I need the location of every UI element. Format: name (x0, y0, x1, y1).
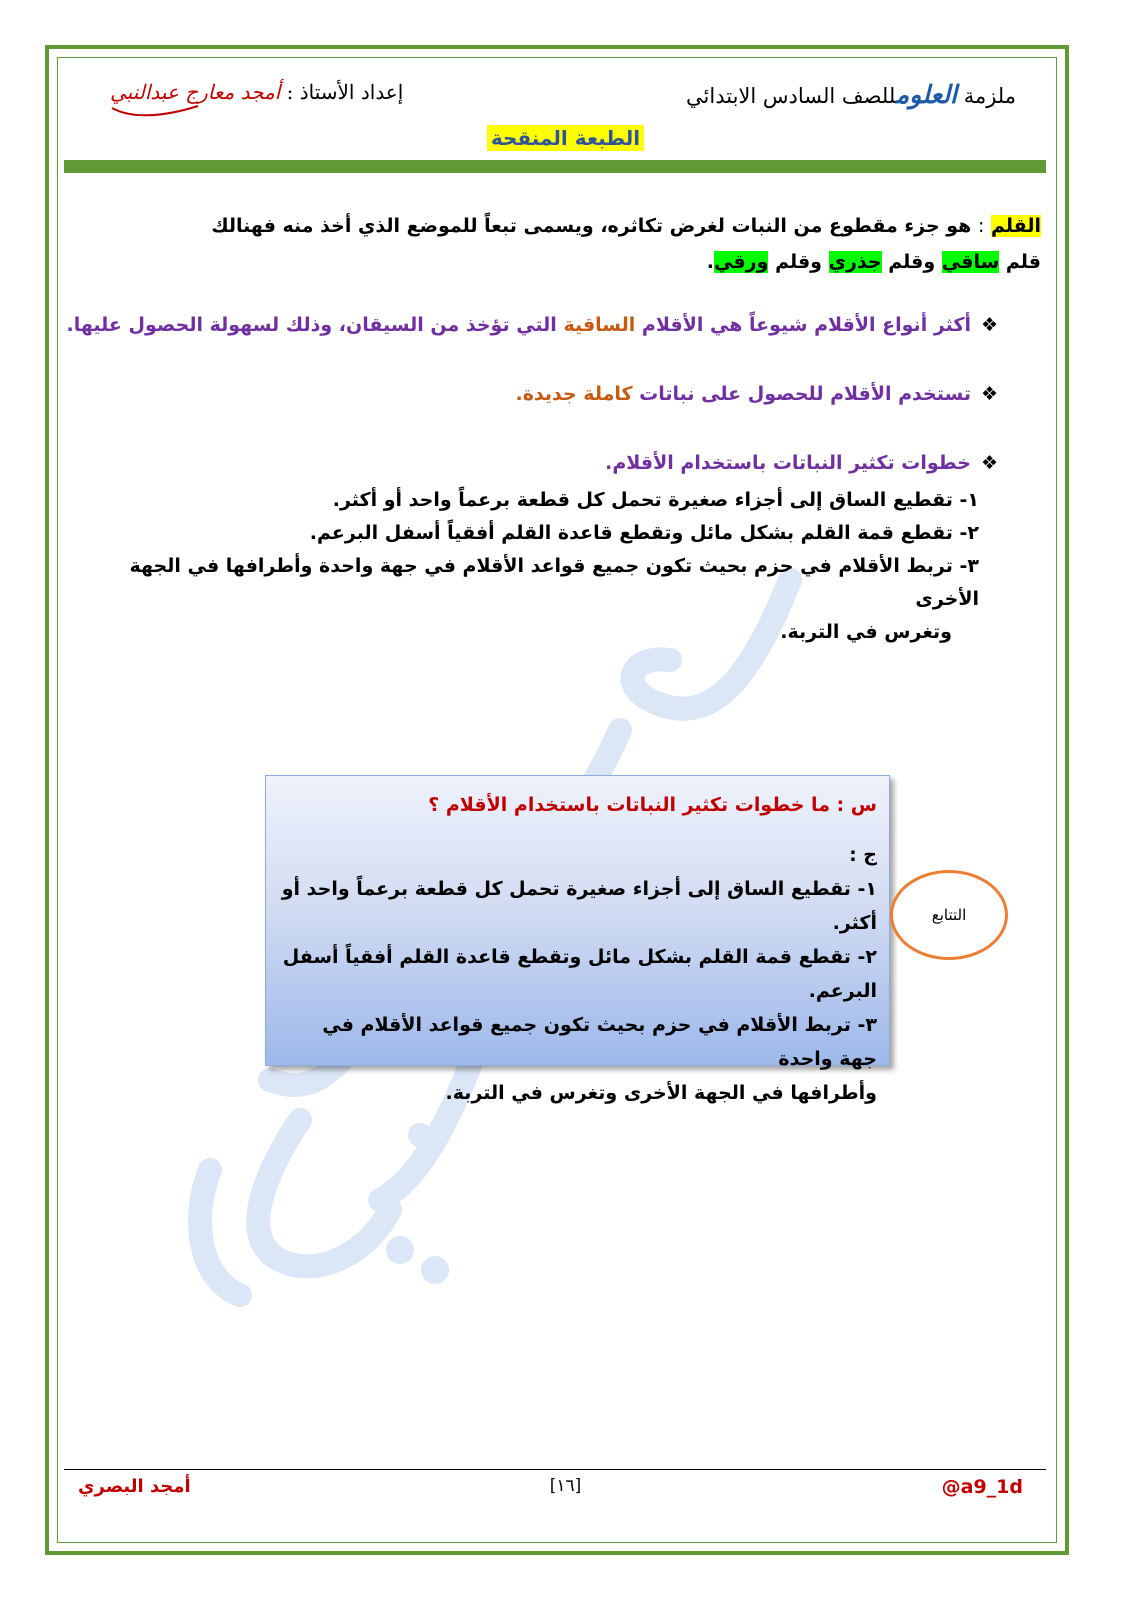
steps-list (119, 484, 979, 649)
diamond-bullet-icon: ❖ (980, 383, 998, 405)
step-3-continued: وتغرس في التربة. (780, 621, 952, 643)
question-text: س : ما خطوات تكثير النباتات باستخدام الأقلام ؟ (428, 794, 877, 816)
bullet-most-common (67, 314, 998, 336)
definition-and-2: وقلم (775, 251, 822, 273)
bullet-text: تستخدم الأقلام للحصول على نباتات (639, 383, 971, 405)
footer-divider (64, 1469, 1046, 1470)
header-booklet-title (686, 80, 1016, 109)
definition-period: . (706, 251, 715, 273)
cutting-type-leaf: ورقي (714, 251, 769, 273)
step-1: ١- تقطيع الساق إلى أجزاء صغيرة تحمل كل قطعة برعماً واحد أو أكثر. (332, 489, 979, 511)
sequence-note-label: التتابع (931, 906, 967, 924)
definition-and-1: وقلم (888, 251, 936, 273)
cutting-type-stem: ساقي (941, 251, 1000, 273)
footer-handle: @a9_1d (941, 1476, 1023, 1498)
definition-term: القلم (991, 215, 1041, 237)
edition-banner (0, 126, 1131, 150)
diamond-bullet-icon: ❖ (980, 314, 998, 336)
edition-label: الطبعة المنقحة (487, 125, 644, 151)
answer-2: ٢- تقطع قمة القلم بشكل مائل وتقطع قاعدة القلم أفقياً أسفل البرعم. (282, 946, 877, 1002)
prepared-by-label: إعداد الأستاذ : (286, 80, 404, 104)
definition-separator: : (977, 215, 985, 237)
bullet-highlight: كاملة جديدة. (515, 383, 633, 405)
booklet-label: ملزمة (963, 84, 1016, 108)
diamond-bullet-icon: ❖ (980, 452, 998, 474)
page-number: [١٦] (549, 1476, 582, 1496)
bullet-text: أكثر أنواع الأقلام شيوعاً هي الأقلام (641, 314, 971, 336)
header-divider (64, 160, 1046, 173)
answer-3: ٣- تربط الأقلام في حزم بحيث تكون جميع قواعد الأقلام في جهة واحدة (322, 1014, 877, 1070)
signature-flourish (110, 104, 200, 118)
footer-name: أمجد البصري (78, 1476, 191, 1497)
bullet-highlight: الساقية (563, 314, 636, 336)
bullet-steps-heading (605, 452, 998, 474)
bullet-text: خطوات تكثير النباتات باستخدام الأقلام. (605, 452, 971, 474)
step-3: ٣- تربط الأقلام في حزم بحيث تكون جميع قواعد الأقلام في جهة واحدة وأطرافها في الجهة الأخرى (129, 555, 979, 610)
answer-label: ج : (849, 844, 877, 866)
bullet-usage (515, 383, 998, 405)
answer-3-continued: وأطرافها في الجهة الأخرى وتغرس في التربة. (445, 1082, 877, 1104)
header-author-line (110, 80, 403, 104)
author-name: أمجد معارج عبدالنبي (110, 80, 281, 104)
sequence-note-oval (890, 870, 1008, 960)
step-2: ٢- تقطع قمة القلم بشكل مائل وتقطع قاعدة القلم أفقياً أسفل البرعم. (309, 522, 979, 544)
cutting-type-root: جذري (828, 251, 882, 273)
definition-text: هو جزء مقطوع من النبات لغرض تكاثره، ويسمى تبعاً للموضع الذي أخذ منه فهنالك قلم (211, 215, 1041, 273)
question-box (265, 775, 890, 1104)
question-content (279, 788, 877, 1110)
subject-name: العلوم (895, 80, 958, 109)
grade-label: للصف السادس الابتدائي (686, 84, 896, 108)
bullet-text-end: التي تؤخذ من السيقان، وذلك لسهولة الحصول عليها. (66, 314, 557, 336)
answer-1: ١- تقطيع الساق إلى أجزاء صغيرة تحمل كل قطعة برعماً واحد أو أكثر. (281, 878, 877, 934)
definition-paragraph (181, 208, 1041, 280)
